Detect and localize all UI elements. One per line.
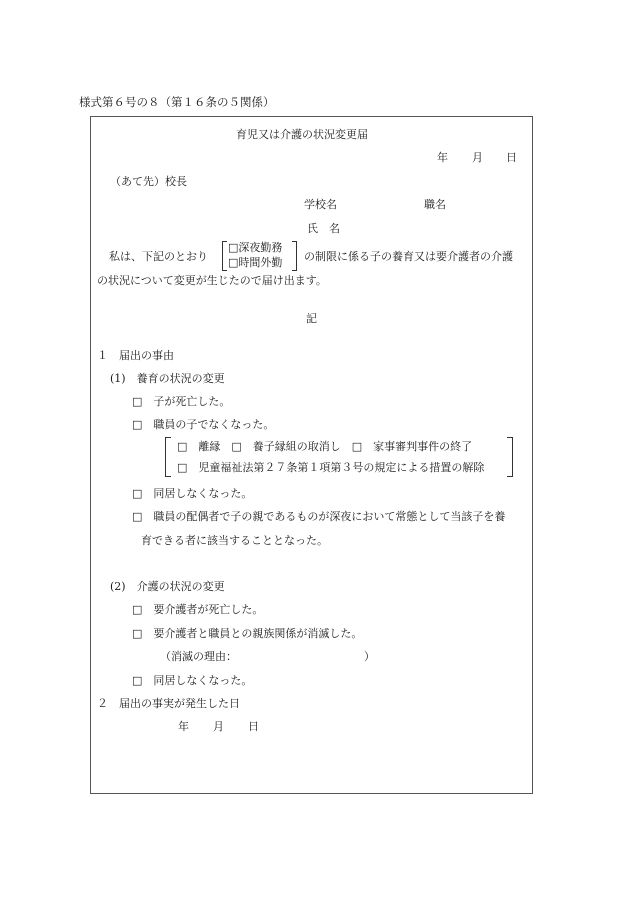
form-box [90,116,533,794]
reason-options-line2[interactable]: □ 児童福祉法第２７条第１項第３号の規定による措置の解除 [177,461,485,474]
left-bracket [222,241,227,271]
occurrence-year-label: 年 [178,720,189,733]
date-year-label: 年 [437,151,448,164]
right-bracket [292,241,297,271]
addressee: （あて先）校長 [110,175,187,188]
ki-label: 記 [306,312,317,325]
reason-left-bracket [165,437,171,477]
date-day-label: 日 [506,151,517,164]
spouse-item-line1[interactable]: □ 職員の配偶者で子の親であるものが深夜において常態として当該子を養 [132,510,506,523]
intro-text-after: の制限に係る子の養育又は要介護者の介護 [304,250,513,263]
intro-text-line2: の状況について変更が生じたので届け出ます。 [97,274,327,287]
reason-open: （消滅の理由： [160,650,237,663]
section1-sub2-title: (2) 介護の状況の変更 [110,580,225,593]
relation-ended-item[interactable]: □ 要介護者と職員との親族関係が消滅した。 [132,627,363,640]
care-died-item[interactable]: □ 要介護者が死亡した。 [132,603,264,616]
school-name-label: 学校名 [304,198,337,211]
occurrence-month-label: 月 [213,720,224,733]
section1-sub1-title: (1) 養育の状況の変更 [110,372,225,385]
reason-close: ） [364,650,375,663]
reason-right-bracket [507,437,513,477]
care-not-living-item[interactable]: □ 同居しなくなった。 [132,674,253,687]
spouse-item-line2: 育できる者に該当することとなった。 [141,534,328,547]
not-living-item[interactable]: □ 同居しなくなった。 [132,487,253,500]
option-overtime[interactable]: □時間外勤 [228,256,283,269]
occurrence-day-label: 日 [248,720,259,733]
section1-title: １ 届出の事由 [97,349,174,362]
form-number-label: 様式第６号の８（第１６条の５関係） [79,95,275,109]
name-label: 氏 名 [307,222,340,235]
intro-text-before: 私は、下記のとおり [109,250,208,263]
section2-title: ２ 届出の事実が発生した日 [97,697,240,710]
date-month-label: 月 [472,151,483,164]
child-died-item[interactable]: □ 子が死亡した。 [132,395,231,408]
reason-options-line1[interactable]: □ 離縁 □ 養子縁組の取消し □ 家事審判事件の終了 [177,440,473,453]
position-label: 職名 [424,198,446,211]
form-title: 育児又は介護の状況変更届 [236,128,368,141]
option-late-night[interactable]: □深夜勤務 [228,241,283,254]
not-child-item[interactable]: □ 職員の子でなくなった。 [132,418,275,431]
